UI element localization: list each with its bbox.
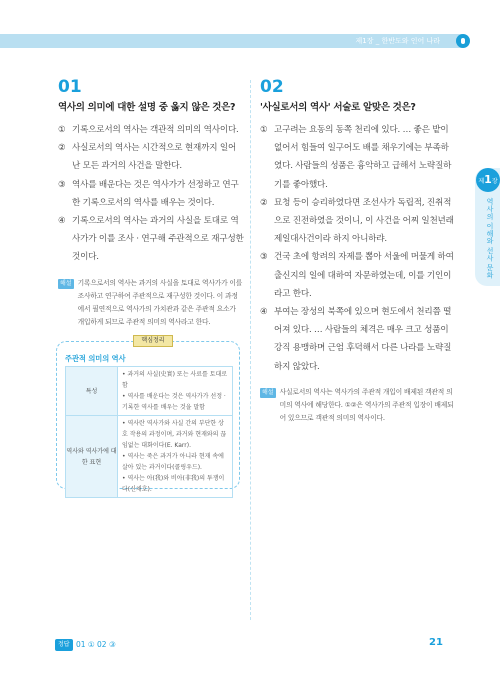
core-summary-box xyxy=(56,337,240,493)
question-02 xyxy=(260,76,456,425)
option-number: ① xyxy=(58,125,66,135)
option[interactable] xyxy=(58,139,244,175)
row-line: • 역사는 죽은 과거가 아니라 현재 속에 살아 있는 과거이다(콜링우드). xyxy=(122,453,224,471)
row-body xyxy=(118,367,233,416)
explanation-text: 사실로서의 역사는 역사가의 주관적 개입이 배제된 객관적 의미의 역사에 해당한다. ①②은 역사가의 주관적 입장이 배제되어 있으므로 객관적 의미의 역사이다. xyxy=(279,387,454,422)
option-text: 기록으로서의 역사는 과거의 사실을 토대로 역사가가 이를 조사 · 연구해 주관적으로 재구성한 것이다. xyxy=(72,216,244,263)
chapter-label: 제1장 _ 한반도와 인어 나라 xyxy=(355,37,440,45)
chapter-number-badge xyxy=(476,168,500,192)
option-number: ② xyxy=(58,143,66,154)
option-list xyxy=(260,121,456,376)
option[interactable] xyxy=(58,212,244,267)
option-number: ② xyxy=(260,197,268,208)
option[interactable] xyxy=(58,121,244,139)
question-number: 02 xyxy=(260,77,284,97)
option[interactable] xyxy=(58,176,244,212)
option[interactable] xyxy=(260,303,456,376)
row-header: 역사와 역사가에 대한 표현 xyxy=(66,416,118,498)
option-number: ③ xyxy=(58,179,66,190)
explanation-badge: 해설 xyxy=(262,388,274,396)
core-summary-table xyxy=(65,366,233,498)
option-list xyxy=(58,121,244,267)
column-divider xyxy=(250,80,251,620)
option-number: ④ xyxy=(58,216,66,227)
option[interactable] xyxy=(260,121,456,194)
explanation xyxy=(260,386,456,425)
option-number: ③ xyxy=(260,252,268,263)
question-title: 역사의 의미에 대한 설명 중 옳지 않은 것은? xyxy=(58,102,236,113)
chapter-header-bar xyxy=(0,34,462,48)
chapter-suffix: 장 xyxy=(491,178,498,185)
row-line: • 역사는 아(我)와 비아(非我)의 투쟁이다(신채호). xyxy=(122,475,225,493)
row-body xyxy=(118,416,233,498)
question-number: 01 xyxy=(58,77,82,97)
question-01 xyxy=(58,76,244,329)
lightbulb-icon xyxy=(456,34,470,48)
answer-key: 01 ① 02 ③ xyxy=(76,640,116,649)
option-text: 기록으로서의 역사는 객관적 의미의 역사이다. xyxy=(72,125,239,135)
page-number: 21 xyxy=(429,637,443,648)
option-text: 부여는 장성의 북쪽에 있으며 현도에서 천리쯤 떨어져 있다. … 사람들의 체격은 매우 크고 성품이 강직 용맹하며 근엄 후덕해서 다른 나라를 노략질 하지 않았다. xyxy=(274,307,452,372)
option-text: 사실로서의 역사는 시간적으로 현재까지 일어난 모든 과거의 사건을 말한다. xyxy=(72,143,237,172)
option-text: 고구려는 요동의 동쪽 천리에 있다. … 좋은 밭이 없어서 힘들여 일구어도 배를 채우기에는 부족하였다. 사람들의 성품은 흉악하고 급해서 노략질하기를 좋아했다. xyxy=(274,125,452,190)
option-number: ① xyxy=(260,125,268,135)
chapter-prefix: 제 xyxy=(478,178,485,185)
row-line: • 역사를 배운다는 것은 역사가가 선정 · 기록한 역사를 배우는 것을 말함 xyxy=(122,393,226,411)
explanation xyxy=(58,277,244,329)
chapter-number: 1 xyxy=(484,173,492,186)
row-header: 특성 xyxy=(66,367,118,416)
explanation-badge: 해설 xyxy=(60,279,72,287)
chapter-side-tab[interactable] xyxy=(475,168,500,286)
table-row xyxy=(66,416,233,498)
option-number: ④ xyxy=(260,307,268,318)
core-summary-title: 주관적 의미의 역사 xyxy=(65,354,126,363)
option-text: 역사를 배운다는 것은 역사가가 선정하고 연구한 기록으로서의 역사를 배우는 것이다. xyxy=(72,179,239,208)
question-title: '사실로서의 역사' 서술로 알맞은 것은? xyxy=(260,102,416,113)
footer xyxy=(0,639,500,653)
core-summary-tab: 핵심정리 xyxy=(133,335,173,347)
option[interactable] xyxy=(260,248,456,303)
row-line: • 과거의 사실(史實) 또는 사료를 토대로 함 xyxy=(122,371,228,389)
option-text: 묘청 등이 승리하였다면 조선사가 독립적, 진취적으로 진전하였을 것이니, 이 사건을 어찌 일천년래 제일대사건이라 하지 아니하랴. xyxy=(274,197,454,245)
option[interactable] xyxy=(260,194,456,249)
row-line: • 역사란 역사가와 사실 간의 부단한 상호 작용의 과정이며, 과거와 현재와의 끊임없는 대화이다(E. Karr). xyxy=(122,420,227,449)
chapter-title: 역사의 이해와 선사 문화 xyxy=(486,198,494,279)
explanation-text: 기록으로서의 역사는 과거의 사실을 토대로 역사가가 이를 조사하고 연구하여 주관적으로 재구성한 것이다. 이 과정에서 필연적으로 역사가의 가치관과 같은 주관적 요소가 개입하게 되므로 주관적 의미의 역사라고 한다. xyxy=(77,278,243,326)
answer-badge: 정답 xyxy=(55,639,73,651)
option-text: 건국 초에 항려의 자제를 뽑아 서울에 머물게 하여 출신지의 일에 대하여 자문하였는데, 이를 기인이라고 한다. xyxy=(274,252,454,299)
table-row xyxy=(66,367,233,416)
